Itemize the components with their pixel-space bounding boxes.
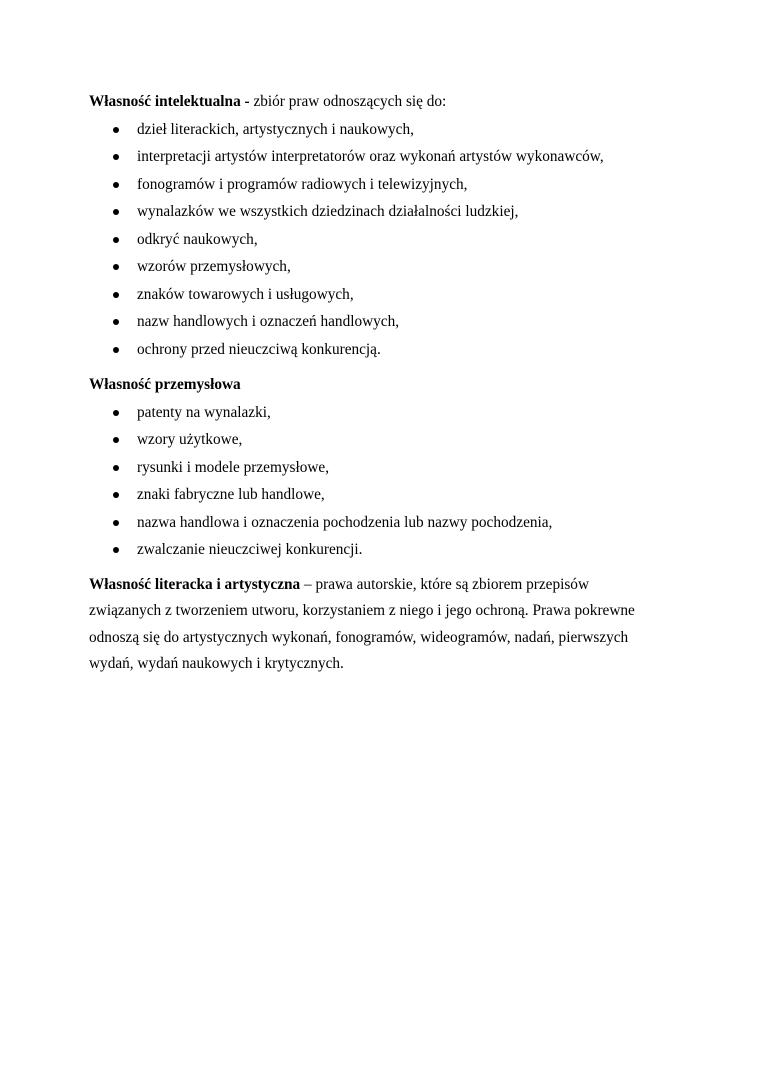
list-item [89, 454, 679, 482]
intellectual-property-definition [89, 88, 679, 116]
list-item [89, 336, 679, 364]
list-item [89, 399, 679, 427]
bullet-icon [113, 237, 119, 243]
bullet-icon [113, 182, 119, 188]
intellectual-property-intro: zbiór praw odnoszących się do: [249, 93, 447, 110]
list-item-text: interpretacji artystów interpretatorów oraz wykonań artystów wykonawców, [137, 148, 604, 165]
list-item-text: dzieł literackich, artystycznych i naukowych, [137, 120, 414, 138]
paragraph-line: związanych z tworzeniem utworu, korzystaniem z niego i jego ochroną. Prawa pokrewne [89, 602, 635, 619]
list-item [89, 116, 679, 144]
list-item-text: znaków towarowych i usługowych, [137, 285, 354, 303]
list-item-text: ochrony przed nieuczciwą konkurencją. [137, 340, 381, 358]
bullet-icon [113, 292, 119, 298]
paragraph-line: wydań, wydań naukowych i krytycznych. [89, 655, 344, 672]
list-item [89, 281, 679, 309]
industrial-property-heading [89, 371, 679, 399]
list-item-text: wzory użytkowe, [137, 431, 243, 448]
literary-artistic-property-term: Własność literacka i artystyczna [89, 575, 301, 593]
industrial-property-list [89, 399, 679, 564]
bullet-icon [113, 127, 119, 133]
list-item-text: fonogramów i programów radiowych i telewizyjnych, [137, 175, 468, 193]
intellectual-property-list [89, 116, 679, 364]
list-item [89, 509, 679, 537]
paragraph-text: – prawa autorskie, które są zbiorem przepisów [300, 575, 589, 593]
bullet-icon [113, 347, 119, 353]
list-item [89, 226, 679, 254]
list-item [89, 198, 679, 226]
bullet-icon [113, 492, 119, 498]
list-item [89, 143, 679, 171]
intellectual-property-term: Własność intelektualna - [89, 93, 250, 110]
list-item-text: nazw handlowych i oznaczeń handlowych, [137, 313, 400, 330]
list-item-text: wynalazków we wszystkich dziedzinach działalności ludzkiej, [137, 203, 519, 220]
bullet-icon [113, 547, 119, 553]
list-item-text: nazwa handlowa i oznaczenia pochodzenia lub nazwy pochodzenia, [137, 513, 553, 531]
list-item-text: wzorów przemysłowych, [137, 258, 291, 275]
list-item [89, 308, 679, 336]
spacer [89, 564, 679, 572]
paragraph-line [89, 572, 679, 599]
spacer [89, 363, 679, 371]
bullet-icon [113, 264, 119, 270]
list-item-text: zwalczanie nieuczciwej konkurencji. [137, 541, 363, 558]
document-body [89, 88, 679, 678]
list-item-text: patenty na wynalazki, [137, 403, 271, 421]
list-item-text: znaki fabryczne lub handlowe, [137, 486, 325, 503]
bullet-icon [113, 437, 119, 443]
list-item [89, 481, 679, 509]
bullet-icon [113, 465, 119, 471]
bullet-icon [113, 410, 119, 416]
list-item [89, 253, 679, 281]
bullet-icon [113, 209, 119, 215]
list-item [89, 171, 679, 199]
industrial-property-term: Własność przemysłowa [89, 376, 241, 393]
literary-artistic-property-paragraph [89, 572, 679, 678]
paragraph-line: odnoszą się do artystycznych wykonań, fonogramów, wideogramów, nadań, pierwszych [89, 628, 629, 646]
bullet-icon [113, 520, 119, 526]
list-item [89, 536, 679, 564]
bullet-icon [113, 154, 119, 160]
list-item-text: odkryć naukowych, [137, 230, 258, 248]
list-item [89, 426, 679, 454]
bullet-icon [113, 319, 119, 325]
list-item-text: rysunki i modele przemysłowe, [137, 458, 330, 476]
